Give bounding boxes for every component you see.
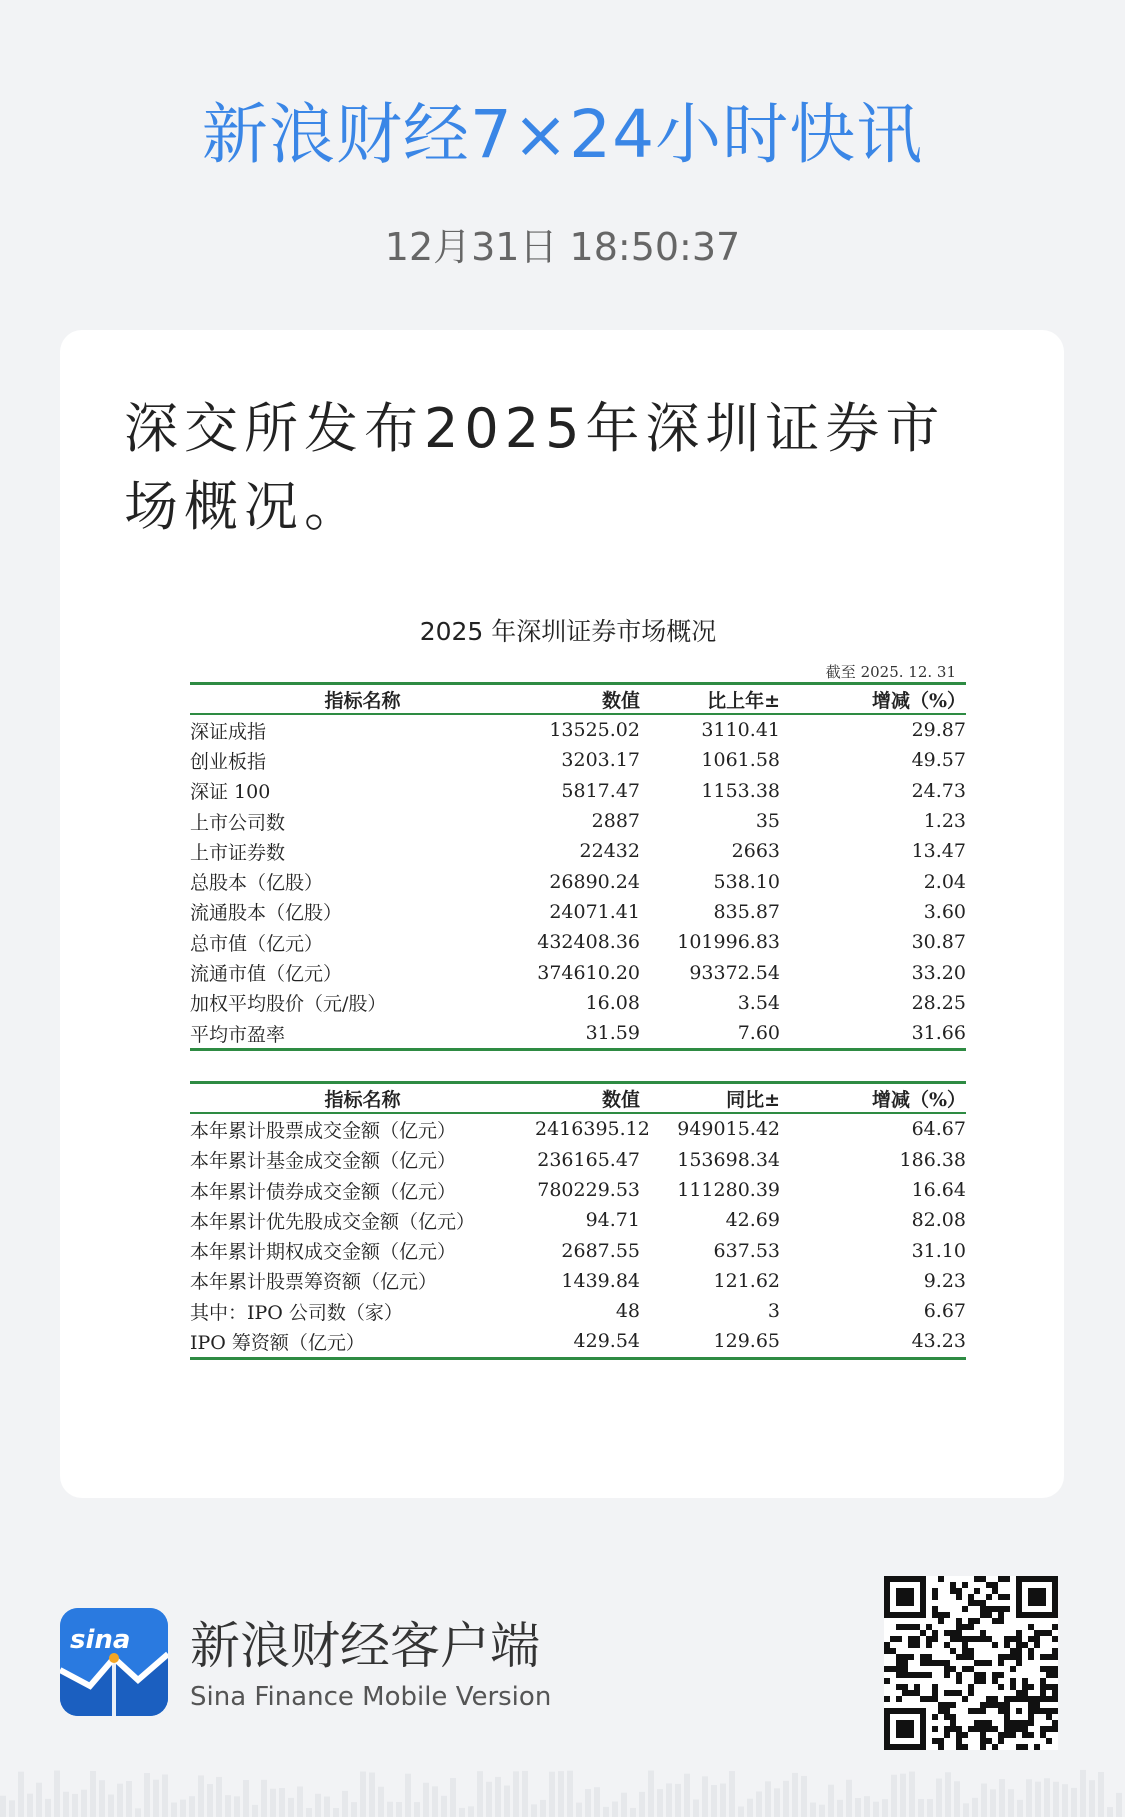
percent-cell: 64.67	[911, 1118, 966, 1141]
percent-cell: 31.66	[911, 1022, 966, 1045]
change-cell: 101996.83	[677, 931, 780, 954]
column-header: 数值	[535, 684, 640, 715]
table-row	[190, 1326, 966, 1358]
row-label: 总股本（亿股）	[190, 872, 324, 895]
document-title: 2025 年深圳证券市场概况	[419, 617, 717, 646]
percent-cell: 1.23	[923, 810, 966, 833]
change-cell: 35	[755, 810, 780, 833]
row-label: 本年累计债券成交金额（亿元）	[190, 1180, 457, 1203]
sina-finance-logo-icon	[60, 1608, 168, 1716]
table-row	[190, 714, 966, 745]
value-cell: 1439.84	[561, 1269, 640, 1292]
value-cell: 31.59	[585, 1022, 640, 1045]
percent-cell: 16.64	[911, 1179, 966, 1201]
change-cell: 1153.38	[701, 779, 780, 802]
percent-cell: 13.47	[911, 840, 966, 863]
table-row	[190, 957, 966, 987]
change-cell: 3.54	[737, 991, 780, 1014]
percent-cell: 49.57	[911, 749, 966, 772]
news-card	[60, 330, 1064, 1498]
row-label: IPO 筹资额（亿元）	[190, 1331, 365, 1354]
column-header: 指标名称	[190, 684, 535, 715]
percent-cell: 24.73	[911, 779, 966, 802]
qr-code-icon	[884, 1576, 1058, 1750]
table-header-row	[190, 1083, 966, 1114]
table-row	[190, 1113, 966, 1144]
value-cell: 24071.41	[549, 900, 640, 923]
table-row	[190, 1175, 966, 1205]
change-cell: 129.65	[713, 1330, 780, 1353]
app-name: 新浪财经客户端	[190, 1617, 540, 1675]
row-label: 本年累计股票筹资额（亿元）	[190, 1271, 438, 1294]
market-overview-table	[190, 682, 966, 1051]
percent-cell: 30.87	[911, 931, 966, 954]
row-label: 加权平均股价（元/股）	[190, 993, 387, 1016]
trading-volume-table	[190, 1081, 966, 1359]
value-cell: 236165.47	[537, 1148, 640, 1171]
row-label: 本年累计基金成交金额（亿元）	[190, 1150, 457, 1173]
row-label: 总市值（亿元）	[190, 932, 324, 955]
value-cell: 374610.20	[537, 961, 640, 984]
column-header: 指标名称	[190, 1083, 535, 1114]
table-row	[190, 776, 966, 806]
percent-cell: 3.60	[923, 900, 966, 923]
table-row	[190, 806, 966, 836]
table-row	[190, 836, 966, 866]
table-row	[190, 745, 966, 775]
percent-cell: 28.25	[911, 991, 966, 1014]
row-label: 上市证券数	[190, 841, 286, 864]
table-row	[190, 1266, 966, 1296]
table-row	[190, 1018, 966, 1050]
document-image	[190, 614, 966, 1360]
change-cell: 3110.41	[701, 719, 780, 742]
change-cell: 42.69	[725, 1209, 780, 1232]
percent-cell: 31.10	[911, 1239, 966, 1262]
value-cell: 94.71	[585, 1209, 640, 1232]
change-cell: 835.87	[713, 900, 780, 923]
column-header: 比上年±	[640, 684, 780, 715]
value-cell: 3203.17	[561, 749, 640, 772]
logo-text: sina	[70, 1625, 131, 1655]
table-row	[190, 866, 966, 896]
change-cell: 2663	[731, 840, 780, 863]
percent-cell: 43.23	[911, 1330, 966, 1353]
change-cell: 3	[767, 1300, 780, 1323]
table-row	[190, 1205, 966, 1235]
row-label: 深证成指	[190, 720, 267, 743]
value-cell: 2687.55	[561, 1239, 640, 1262]
value-cell: 2416395.12	[535, 1118, 650, 1141]
row-label: 本年累计股票成交金额（亿元）	[190, 1119, 457, 1142]
news-headline: 深交所发布2025年深圳证券市场概况。	[124, 397, 946, 538]
change-cell: 949015.42	[677, 1118, 780, 1141]
column-header: 增减（%）	[780, 1083, 966, 1114]
value-cell: 26890.24	[549, 870, 640, 893]
value-cell: 432408.36	[537, 931, 640, 954]
percent-cell: 33.20	[911, 961, 966, 984]
percent-cell: 82.08	[911, 1209, 966, 1232]
timestamp: 12月31日 18:50:37	[384, 225, 741, 269]
percent-cell: 2.04	[923, 870, 966, 893]
value-cell: 2887	[591, 810, 640, 833]
decorative-chart-pattern	[0, 1768, 1125, 1817]
percent-cell: 6.67	[923, 1300, 966, 1323]
row-label: 其中：IPO 公司数（家）	[190, 1301, 403, 1324]
change-cell: 637.53	[713, 1239, 780, 1262]
table-row	[190, 927, 966, 957]
value-cell: 22432	[579, 840, 640, 863]
value-cell: 48	[615, 1300, 640, 1323]
percent-cell: 29.87	[911, 719, 966, 742]
row-label: 本年累计优先股成交金额（亿元）	[190, 1210, 476, 1233]
app-subtitle: Sina Finance Mobile Version	[190, 1682, 552, 1712]
page-title: 新浪财经7×24小时快讯	[201, 96, 924, 173]
percent-cell: 9.23	[923, 1269, 966, 1292]
document-as-of-date: 截至 2025. 12. 31	[825, 663, 956, 681]
value-cell: 13525.02	[549, 719, 640, 742]
table-row	[190, 988, 966, 1018]
value-cell: 16.08	[585, 991, 640, 1014]
change-cell: 111280.39	[677, 1179, 780, 1201]
change-cell: 1061.58	[701, 749, 780, 772]
row-label: 流通股本（亿股）	[190, 902, 343, 925]
change-cell: 153698.34	[677, 1148, 780, 1171]
change-cell: 93372.54	[689, 961, 780, 984]
change-cell: 121.62	[713, 1269, 780, 1292]
column-header: 数值	[535, 1083, 640, 1114]
percent-cell: 186.38	[899, 1148, 966, 1171]
value-cell: 429.54	[573, 1330, 640, 1353]
row-label: 平均市盈率	[190, 1023, 286, 1046]
change-cell: 538.10	[713, 870, 780, 893]
column-header: 同比±	[640, 1083, 780, 1114]
table-header-row	[190, 684, 966, 715]
table-row	[190, 1235, 966, 1265]
row-label: 深证 100	[190, 781, 271, 804]
column-header: 增减（%）	[780, 684, 966, 715]
value-cell: 780229.53	[537, 1179, 640, 1201]
change-cell: 7.60	[737, 1022, 780, 1045]
table-row	[190, 897, 966, 927]
row-label: 本年累计期权成交金额（亿元）	[190, 1241, 457, 1264]
row-label: 上市公司数	[190, 811, 286, 834]
value-cell: 5817.47	[561, 779, 640, 802]
row-label: 创业板指	[190, 750, 267, 773]
row-label: 流通市值（亿元）	[190, 963, 343, 986]
table-row	[190, 1296, 966, 1326]
table-row	[190, 1145, 966, 1175]
